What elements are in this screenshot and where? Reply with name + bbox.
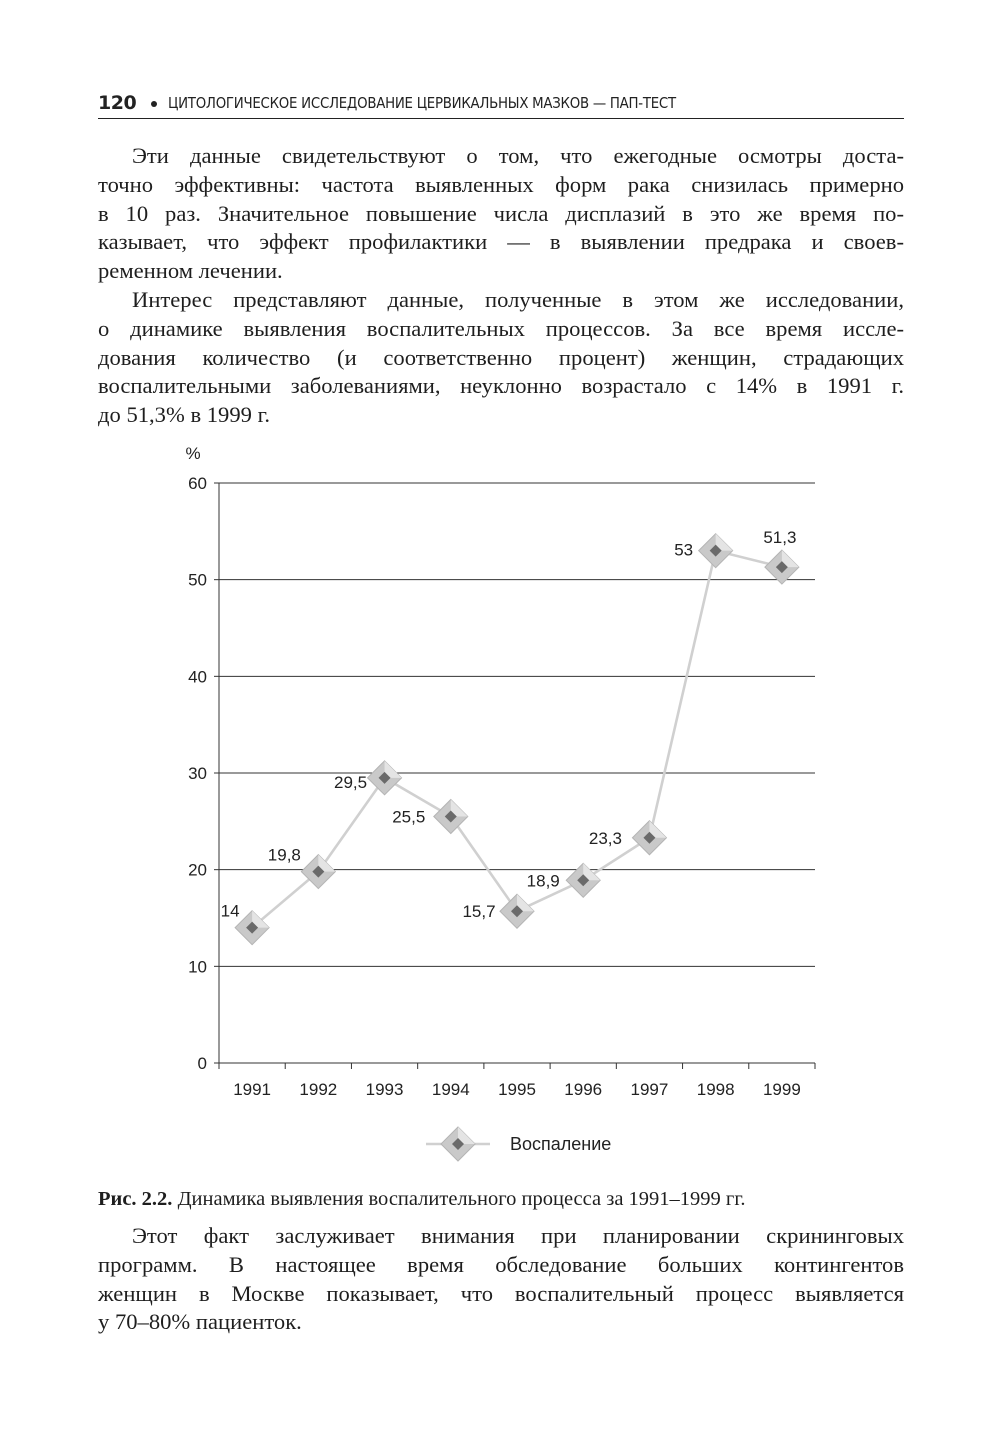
data-labels	[221, 528, 797, 921]
data-label: 15,7	[462, 902, 496, 922]
data-label: 23,3	[588, 828, 622, 848]
legend-label: Воспаление	[510, 1134, 612, 1154]
y-tick-label: 10	[188, 957, 207, 977]
data-point-marker	[500, 894, 534, 928]
data-label: 51,3	[763, 528, 797, 548]
data-point-marker	[301, 855, 335, 889]
data-point-marker	[765, 550, 799, 584]
paragraph-line: в 10 раз. Значительное повышение числа дисплазий в это же время по-	[98, 200, 904, 226]
caption-text: Динамика выявления воспалительного процесса за 1991–1999 гг.	[177, 1188, 746, 1210]
y-tick-label: 40	[188, 667, 207, 687]
caption-label: Рис. 2.2.	[98, 1188, 173, 1210]
y-tick-label: 0	[197, 1054, 207, 1073]
paragraph-line: Интерес представляют данные, полученные в этом же исследовании,	[132, 287, 904, 312]
x-tick-label: 1991	[233, 1080, 272, 1099]
data-label: 19,8	[267, 845, 301, 865]
data-point-marker	[235, 911, 269, 945]
data-point-marker	[699, 534, 733, 568]
paragraph-line: точно эффективны: частота выявленных форм рака снизилась примерно	[98, 171, 904, 197]
y-tick-label: 20	[188, 860, 207, 880]
data-label: 25,5	[392, 807, 426, 827]
x-tick-label: 1999	[762, 1080, 801, 1099]
x-tick-label: 1997	[630, 1080, 669, 1099]
data-point-marker	[566, 863, 600, 897]
paragraph-line: ременном лечении.	[98, 258, 283, 284]
x-tick-label: 1995	[498, 1080, 536, 1099]
data-label: 18,9	[526, 871, 560, 891]
y-tick-label: 50	[188, 570, 207, 590]
running-head	[98, 88, 904, 119]
paragraph-line: Эти данные свидетельствуют о том, что ежегодные осмотры доста-	[132, 143, 904, 168]
x-tick-label: 1998	[696, 1080, 735, 1099]
legend-marker	[441, 1127, 475, 1161]
paragraph-line: у 70–80% пациенток.	[98, 1309, 302, 1335]
legend	[426, 1127, 611, 1161]
paragraph-line: воспалительными заболеваниями, неуклонно возрастало с 14% в 1991 г.	[98, 373, 904, 399]
paragraph-line: до 51,3% в 1999 г.	[98, 402, 270, 428]
data-point-marker	[632, 821, 666, 855]
data-label: 53	[674, 540, 694, 560]
running-head-title: ЦИТОЛОГИЧЕСКОЕ ИССЛЕДОВАНИЕ ЦЕРВИКАЛЬНЫХ МАЗКОВ — ПАП-ТЕСТ	[168, 94, 676, 112]
page-number: 120	[98, 92, 137, 114]
figure-caption	[98, 1188, 904, 1211]
paragraph-line: женщин в Москве показывает, что воспалительный процесс выявляется	[98, 1280, 904, 1306]
data-label: 14	[220, 901, 240, 921]
data-point-marker	[434, 800, 468, 834]
paragraph-line: о динамике выявления воспалительных процессов. За все время иссле-	[98, 315, 904, 341]
y-tick-label: 30	[188, 764, 207, 783]
paragraph-line: Этот факт заслуживает внимания при планировании скрининговых	[132, 1223, 904, 1248]
inflammation-line-chart	[150, 440, 850, 1180]
data-point-marker	[368, 761, 402, 795]
data-label: 29,5	[334, 772, 368, 792]
paragraph-3	[98, 1222, 904, 1337]
x-tick-label: 1993	[365, 1080, 404, 1099]
paragraph-2	[98, 286, 904, 430]
bullet-icon	[151, 101, 157, 107]
series-inflammation	[235, 534, 799, 945]
paragraph-line: дования количество (и соответственно процент) женщин, страдающих	[98, 344, 904, 370]
y-tick-label: 60	[188, 474, 207, 493]
paragraph-line: казывает, что эффект профилактики — в выявлении предрака и своев-	[98, 229, 904, 255]
x-tick-label: 1992	[299, 1080, 338, 1099]
y-axis-label: %	[185, 444, 201, 463]
paragraph-1	[98, 142, 904, 286]
paragraph-line: программ. В настоящее время обследование больших контингентов	[98, 1251, 904, 1277]
x-tick-label: 1994	[431, 1080, 470, 1099]
x-tick-label: 1996	[564, 1080, 603, 1099]
